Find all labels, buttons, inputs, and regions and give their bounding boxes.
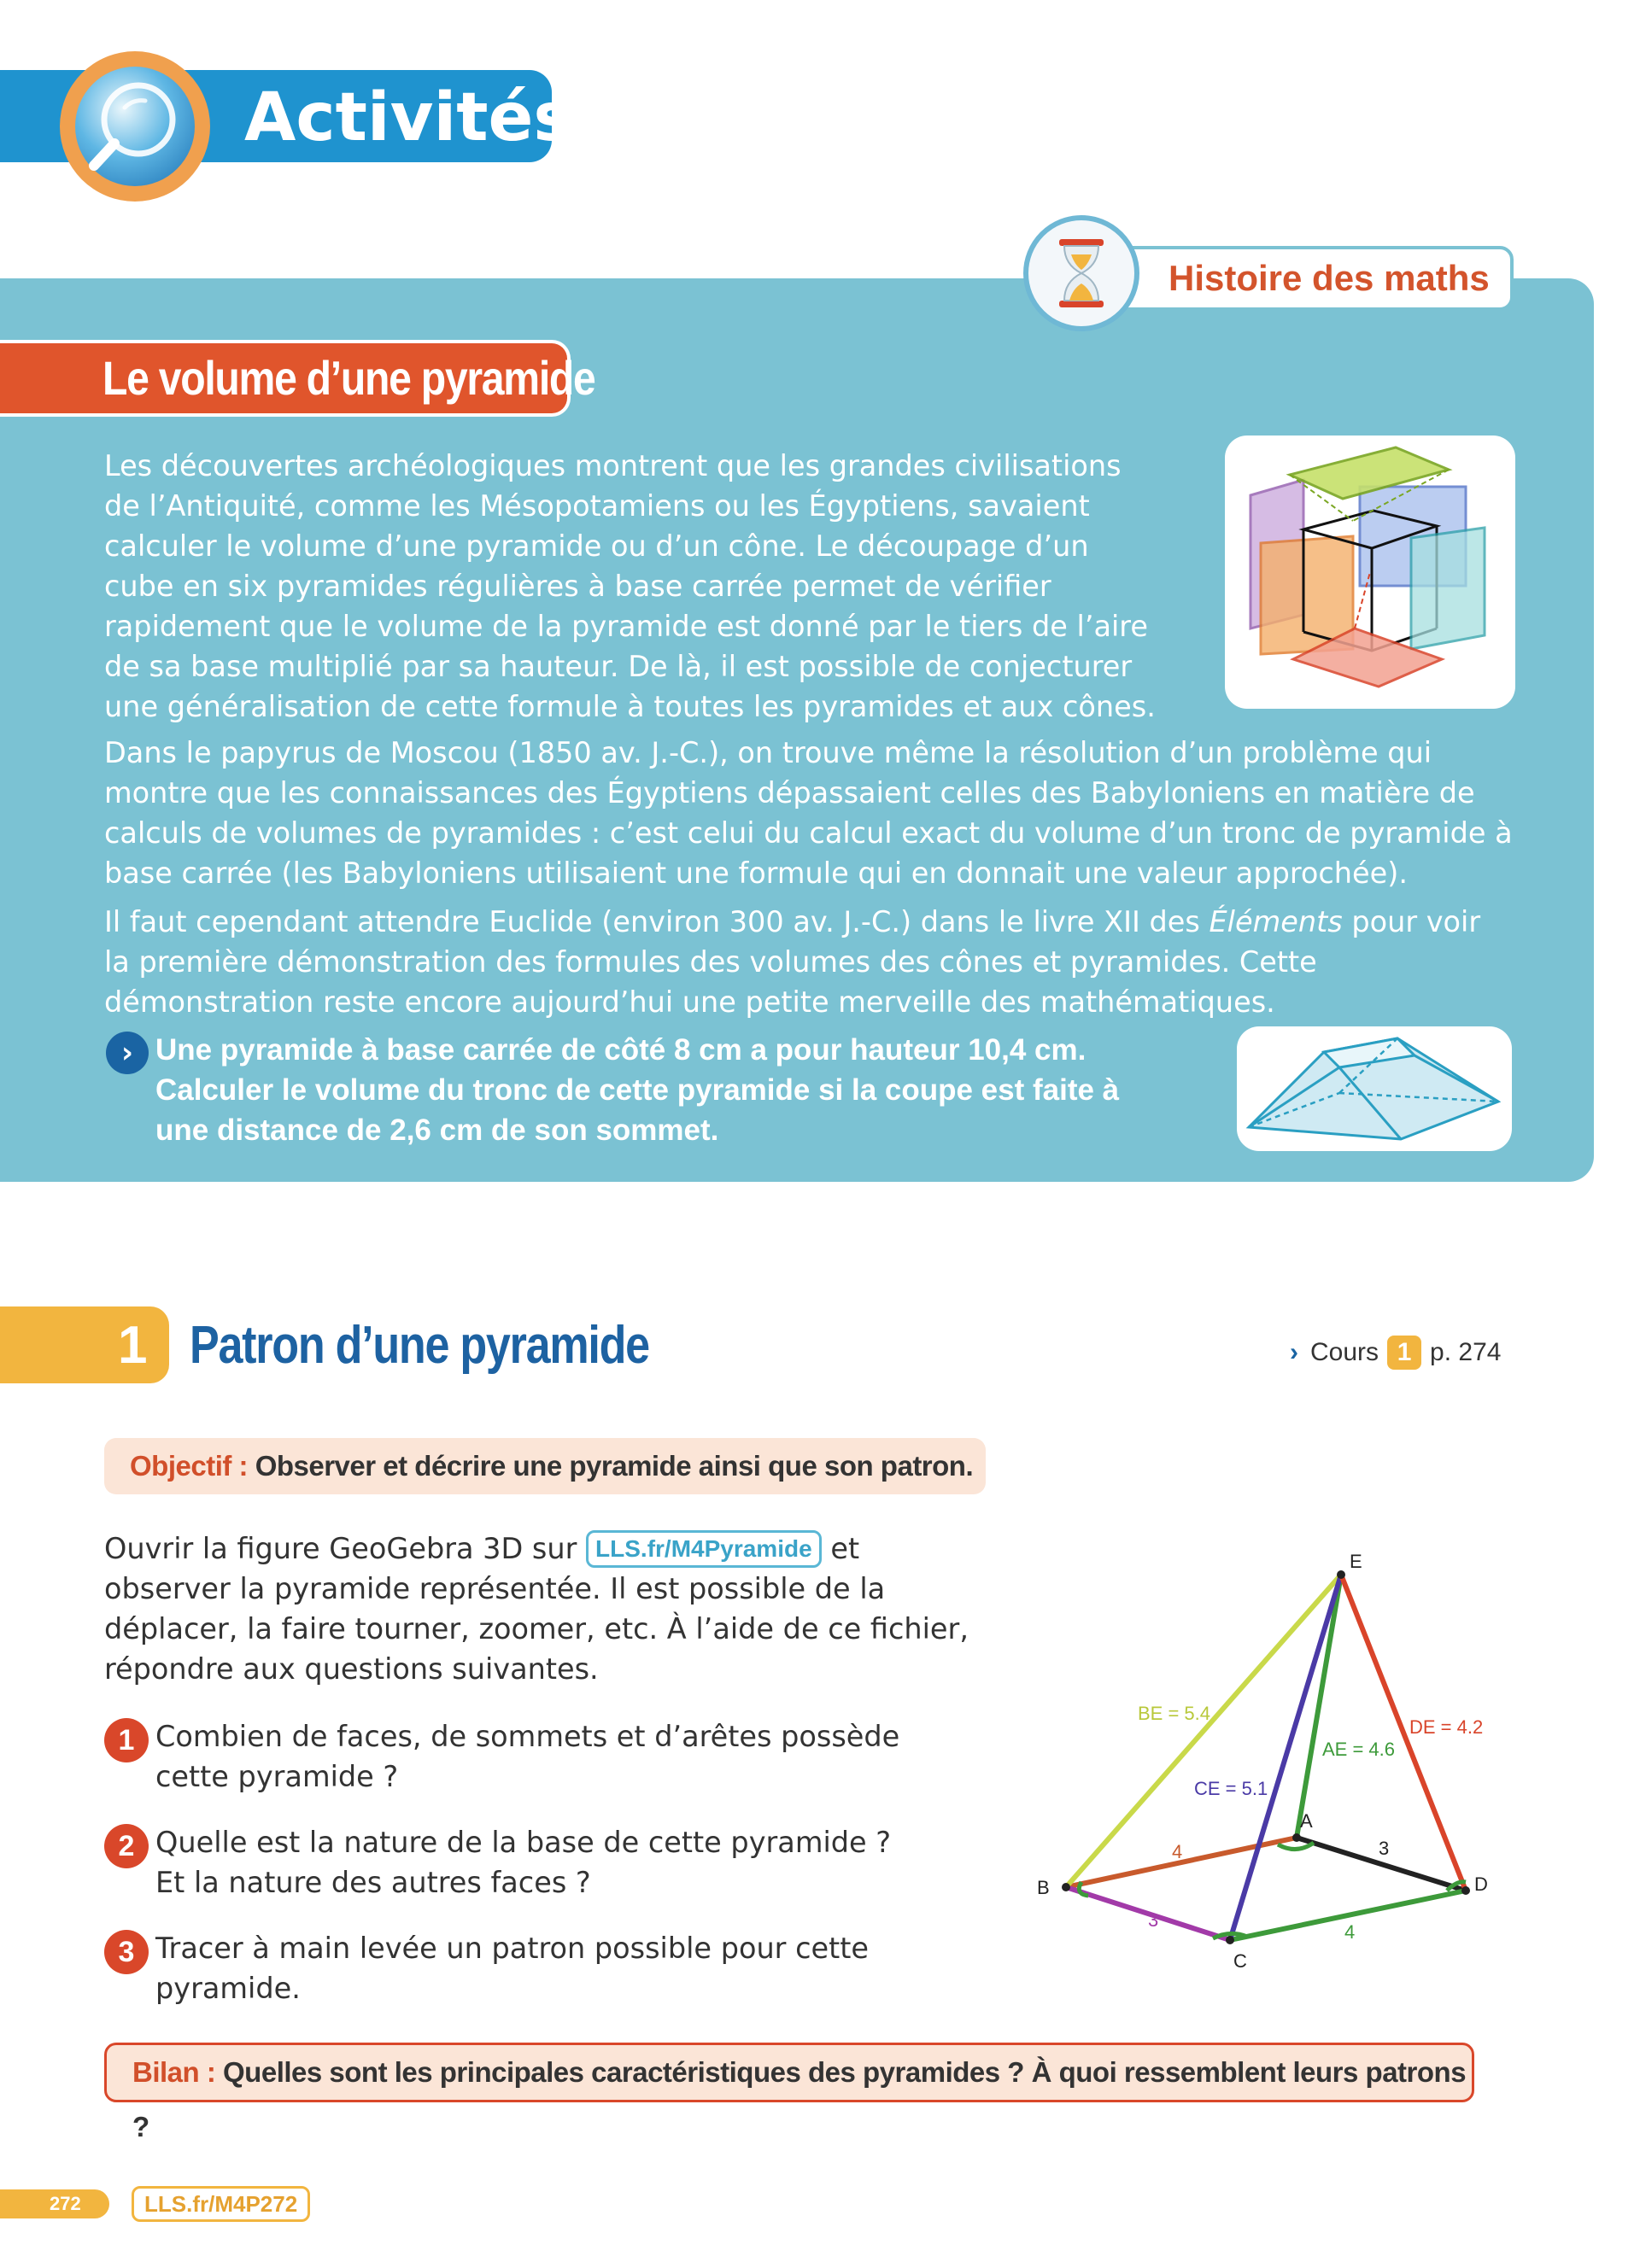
objectif-label: Objectif : — [130, 1450, 249, 1482]
chevron-right-icon: › — [1290, 1338, 1298, 1366]
cours-page: p. 274 — [1430, 1338, 1502, 1366]
label-ad: 3 — [1379, 1838, 1390, 1859]
label-ce: CE = 5.1 — [1194, 1778, 1268, 1799]
page-number: 272 — [0, 2189, 109, 2218]
magnifier-icon — [60, 51, 210, 202]
bilan-text: Quelles sont les principales caractéristiques des pyramides ? À quoi ressemblent leurs patrons ? — [132, 2056, 1467, 2142]
question-number-1: 1 — [104, 1718, 149, 1762]
question-number-3: 3 — [104, 1930, 149, 1974]
vertex-a-label: A — [1300, 1810, 1313, 1832]
objectif-box — [104, 1438, 986, 1494]
history-tab-label: Histoire des maths — [1168, 258, 1490, 298]
section-title: Patron d’une pyramide — [190, 1316, 649, 1375]
geogebra-link[interactable]: LLS.fr/M4Pyramide — [586, 1530, 822, 1568]
label-cd: 4 — [1344, 1921, 1356, 1943]
vertex-b-label: B — [1037, 1877, 1050, 1898]
history-paragraph-3: Il faut cependant attendre Euclide (environ 300 av. J.-C.) dans le livre XII des Éléments pour voir la première démonstration des formules des volumes des cônes et pyramides. Cette démonstration reste encore aujourd’hui une petite merveille des mathématiques. — [104, 905, 1481, 1019]
label-be: BE = 5.4 — [1138, 1703, 1211, 1724]
vertex-e-label: E — [1350, 1551, 1362, 1572]
question-3-text: Tracer à main levée un patron possible pour cette pyramide. — [155, 1932, 870, 2005]
history-paragraph-1: Les découvertes archéologiques montrent que les grandes civilisations de l’Antiquité, comme les Mésopotamiens ou les Égyptiens, savaient calculer le volume d’une pyramide ou d’un cône. Le découpage d’un cube en six pyramides régulières à base carrée permet de vérifier rapidement que le volume de la pyramide est donné par le tiers de l’aire de sa base multiplié par sa hauteur. De là, il est possible de conjecturer une généralisation de cette formule à toutes les pyramides et aux cônes. — [104, 449, 1156, 723]
pyramid-figure — [1025, 1537, 1503, 1998]
cours-reference-link[interactable] — [1290, 1334, 1501, 1371]
cours-label: Cours — [1310, 1338, 1379, 1366]
history-title: Le volume d’une pyramide — [102, 351, 595, 405]
vertex-c-label: C — [1233, 1950, 1247, 1972]
section-intro: Ouvrir la figure GeoGebra 3D sur LLS.fr/M4Pyramide et observer la pyramide représentée. Il est possible de la déplacer, la faire tourner, zoomer, etc. À l’aide de ce fichier, répondre aux questions suivantes. — [104, 1532, 969, 1686]
footer-link[interactable]: LLS.fr/M4P272 — [132, 2186, 310, 2222]
page-title: Activités — [244, 79, 573, 156]
question-arrow-icon: › — [106, 1032, 149, 1074]
bilan-box — [104, 2043, 1474, 2142]
vertex-d-label: D — [1474, 1873, 1488, 1895]
bilan-label: Bilan : — [132, 2056, 216, 2088]
cube-pyramids-illustration — [1225, 435, 1515, 709]
hourglass-icon — [1023, 215, 1139, 331]
objectif-text: Observer et décrire une pyramide ainsi que son patron. — [255, 1450, 974, 1482]
history-question: Une pyramide à base carrée de côté 8 cm a pour hauteur 10,4 cm. Calculer le volume du tronc de cette pyramide si la coupe est faite à une distance de 2,6 cm de son sommet. — [155, 1033, 1120, 1147]
label-ba: 4 — [1172, 1841, 1183, 1862]
cours-number-badge: 1 — [1387, 1336, 1421, 1370]
label-ae: AE = 4.6 — [1322, 1739, 1396, 1760]
question-2-text: Quelle est la nature de la base de cette pyramide ? Et la nature des autres faces ? — [155, 1826, 892, 1899]
history-paragraph-2: Dans le papyrus de Moscou (1850 av. J.-C.), on trouve même la résolution d’un problème qui montre que les connaissances des Égyptiens dépassaient celles des Babyloniens en matière de calculs de volumes de pyramides : c’est celui du calcul exact du volume d’un tronc de pyramide à base carrée (les Babyloniens utilisaient une formule qui en donnait une valeur approchée). — [104, 736, 1513, 890]
label-de: DE = 4.2 — [1409, 1716, 1484, 1738]
question-1-text: Combien de faces, de sommets et d’arêtes possède cette pyramide ? — [155, 1720, 900, 1793]
section-number: 1 — [118, 1316, 148, 1375]
question-number-2: 2 — [104, 1824, 149, 1868]
label-bc: 3 — [1148, 1909, 1159, 1931]
frustum-illustration — [1237, 1026, 1512, 1151]
elements-title: Éléments — [1209, 905, 1343, 938]
